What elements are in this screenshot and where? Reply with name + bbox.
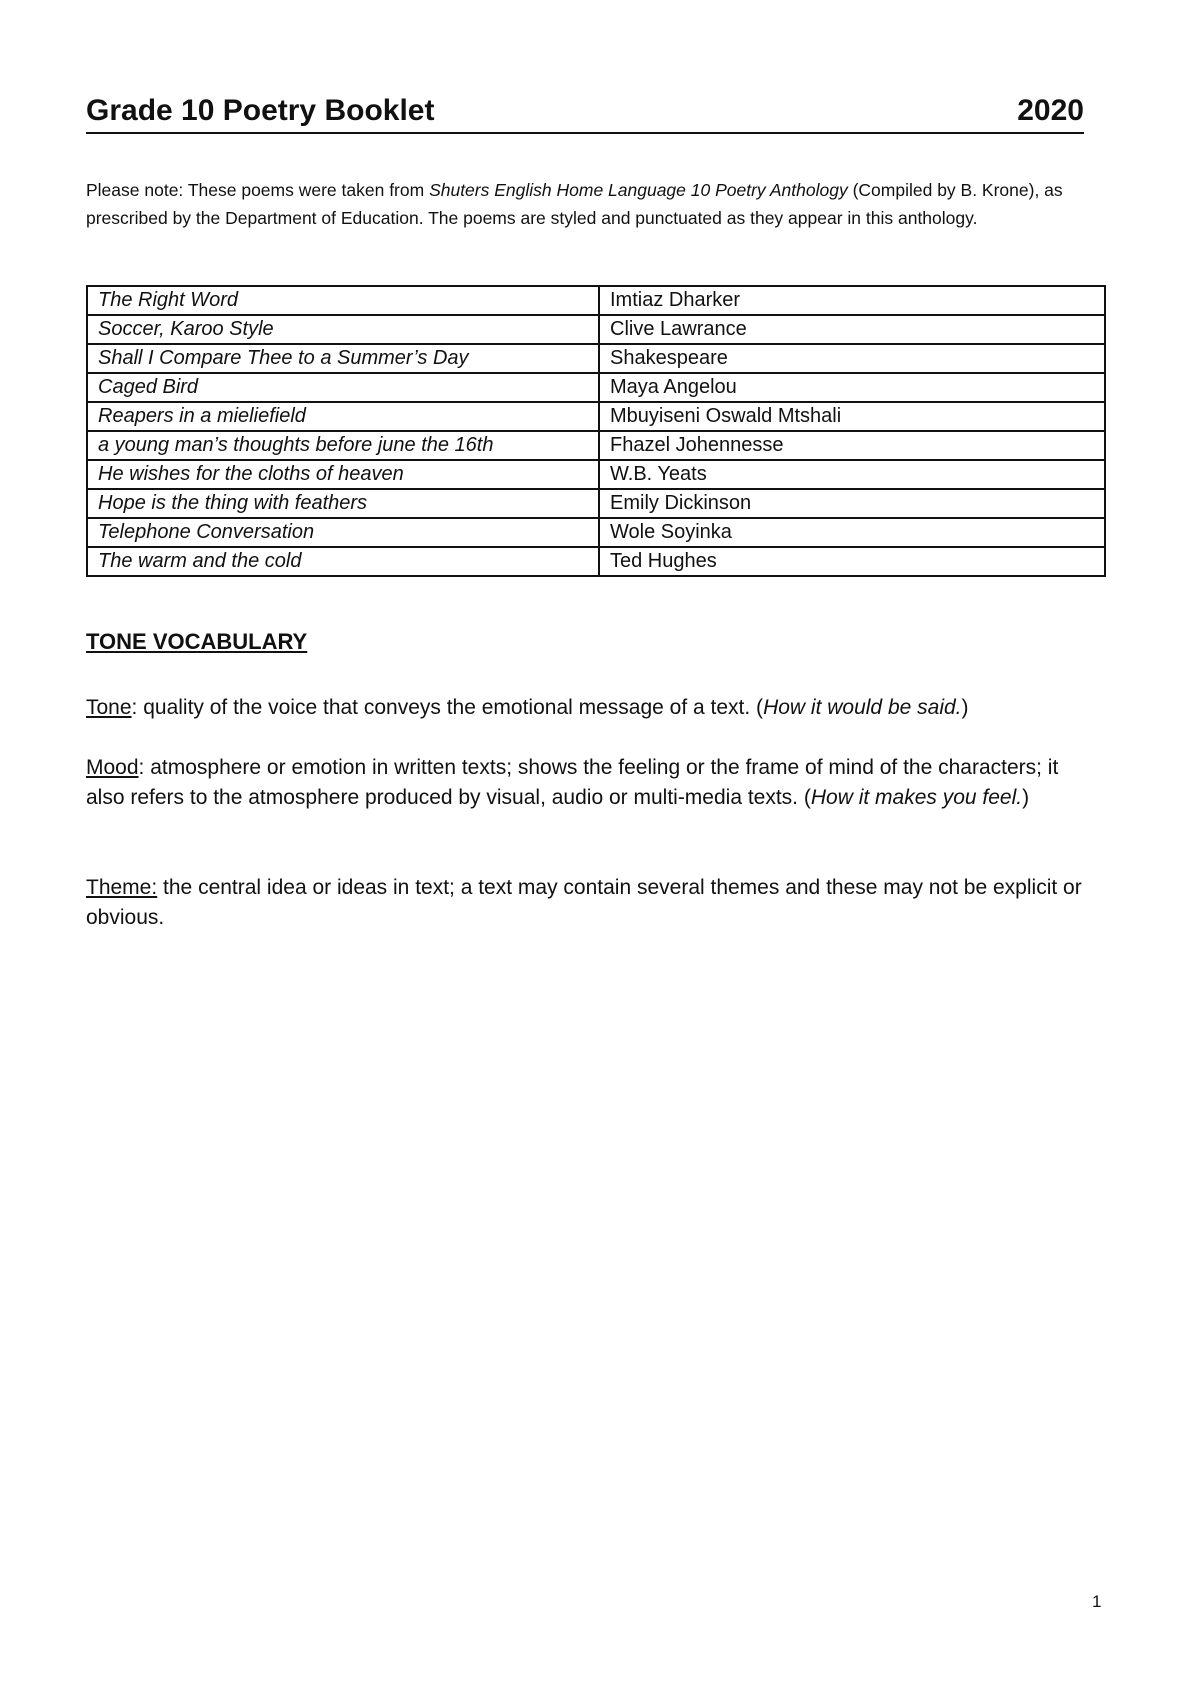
poem-author: Fhazel Johennesse xyxy=(599,431,1105,460)
term-mood: Mood xyxy=(86,756,139,779)
title-row xyxy=(86,90,1084,134)
table-row xyxy=(87,489,1105,518)
poem-author: Maya Angelou xyxy=(599,373,1105,402)
poem-author: Mbuyiseni Oswald Mtshali xyxy=(599,402,1105,431)
poem-author: Emily Dickinson xyxy=(599,489,1105,518)
poem-author: Wole Soyinka xyxy=(599,518,1105,547)
poem-author: Clive Lawrance xyxy=(599,315,1105,344)
anthology-title: Shuters English Home Language 10 Poetry Anthology xyxy=(429,180,848,200)
poem-title: Reapers in a mieliefield xyxy=(87,402,599,431)
section-heading-tone-vocabulary: TONE VOCABULARY xyxy=(86,629,308,654)
table-row xyxy=(87,431,1105,460)
page-number: 1 xyxy=(1092,1592,1102,1611)
definition-close: ) xyxy=(961,696,969,719)
poem-title: a young man’s thoughts before june the 16th xyxy=(87,431,599,460)
note-suffix: (Compiled by B. Krone), as prescribed by the Department of Education. The poems are styled and punctuated as they appear in this anthology. xyxy=(86,180,1063,228)
poem-author: Ted Hughes xyxy=(599,547,1105,576)
table-row xyxy=(87,547,1105,576)
poem-title: He wishes for the cloths of heaven xyxy=(87,460,599,489)
definition-text: : quality of the voice that conveys the emotional message of a text. ( xyxy=(131,696,764,719)
poem-title: Soccer, Karoo Style xyxy=(87,315,599,344)
table-row xyxy=(87,315,1105,344)
table-row xyxy=(87,286,1105,315)
poem-title: Hope is the thing with feathers xyxy=(87,489,599,518)
table-row xyxy=(87,518,1105,547)
poems-table xyxy=(86,285,1106,577)
poem-title: Shall I Compare Thee to a Summer’s Day xyxy=(87,344,599,373)
table-row xyxy=(87,402,1105,431)
definition-example: How it makes you feel. xyxy=(810,786,1023,809)
term-tone: Tone xyxy=(86,696,132,719)
definition-theme xyxy=(86,873,1096,933)
page-year: 2020 xyxy=(1017,94,1084,127)
poem-title: The warm and the cold xyxy=(87,547,599,576)
definition-tone xyxy=(86,693,1096,723)
intro-note xyxy=(86,176,1096,232)
term-theme: Theme: xyxy=(86,876,158,899)
note-prefix: Please note: These poems were taken from xyxy=(86,180,430,200)
poem-title: The Right Word xyxy=(87,286,599,315)
definition-close: ) xyxy=(1022,786,1030,809)
definition-example: How it would be said. xyxy=(763,696,962,719)
poem-author: Imtiaz Dharker xyxy=(599,286,1105,315)
poem-author: W.B. Yeats xyxy=(599,460,1105,489)
poem-title: Telephone Conversation xyxy=(87,518,599,547)
poem-author: Shakespeare xyxy=(599,344,1105,373)
table-row xyxy=(87,344,1105,373)
definition-text: the central idea or ideas in text; a text may contain several themes and these may not be explicit or obvious. xyxy=(86,876,1082,929)
poem-title: Caged Bird xyxy=(87,373,599,402)
definition-mood xyxy=(86,753,1096,813)
table-row xyxy=(87,373,1105,402)
table-row xyxy=(87,460,1105,489)
page-title: Grade 10 Poetry Booklet xyxy=(86,94,435,127)
definition-text: : atmosphere or emotion in written texts; shows the feeling or the frame of mind of the characters; it also refers to the atmosphere produced by visual, audio or multi-media texts. ( xyxy=(86,756,1059,809)
